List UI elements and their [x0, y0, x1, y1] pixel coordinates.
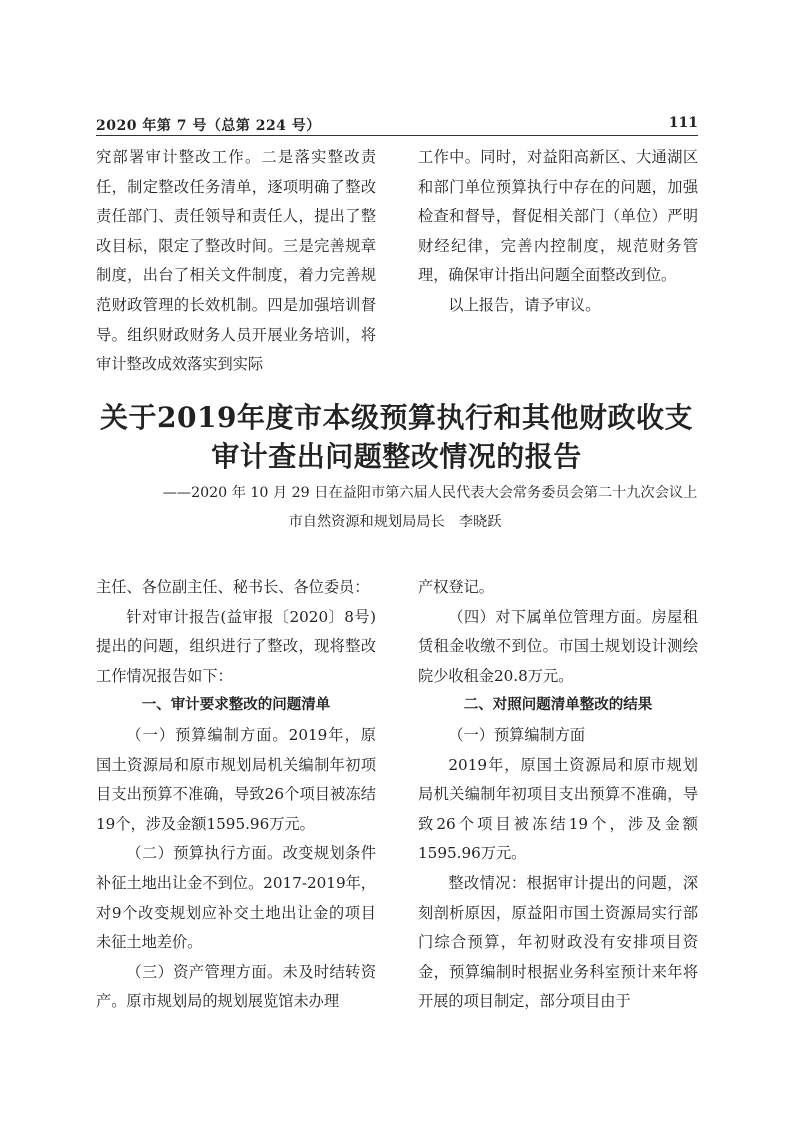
paragraph: 2019年，原国土资源局和原市规划局机关编制年初项目支出预算不准确，导致26个项目被冻结19个，涉及金额1595.96万元。	[418, 755, 698, 863]
section-heading-2: 二、对照问题清单整改的结果	[463, 697, 653, 714]
closing-line: 以上报告，请予审议。	[448, 295, 601, 314]
paragraph: 整改情况：根据审计提出的问题，深刻剖析原因，原益阳市国土资源局实行部门综合预算，年初财政没有安排项目资金，预算编制时根据业务科室预计来年将开展的项目制定，部分项目由于	[418, 873, 698, 1011]
article-subtitle: ——2020 年 10 月 29 日在益阳市第六届人民代表大会常务委员会第二十九次会议上	[162, 485, 698, 501]
subsection-heading: （一）预算编制方面	[448, 725, 586, 744]
salutation: 主任、各位副主任、秘书长、各位委员：	[96, 578, 370, 596]
page-number: 111	[668, 115, 698, 131]
title-line-1: 关于2019年度市本级预算执行和其他财政收支	[100, 401, 693, 434]
issue-number: 2020 年第 7 号（总第 224 号）	[96, 118, 321, 134]
paragraph: （一）预算编制方面。2019年，原国土资源局和原市规划局机关编制年初项目支出预算不准确，导致26个项目被冻结19个，涉及金额1595.96万元。	[96, 725, 376, 833]
running-header	[96, 113, 698, 135]
section-heading-1: 一、审计要求整改的问题清单	[141, 697, 331, 714]
paragraph: （四）对下属单位管理方面。房屋租赁租金收缴不到位。市国土规划设计测绘院少收租金20.8万元。	[418, 607, 698, 685]
top-left-column	[96, 143, 376, 380]
paragraph: 工作中。同时，对益阳高新区、大通湖区和部门单位预算执行中存在的问题，加强检查和督导，督促相关部门（单位）严明财经纪律，完善内控制度，规范财务管理，确保审计指出问题全面整改到位。	[418, 148, 698, 285]
header-rule	[96, 135, 698, 136]
article-title	[60, 398, 733, 476]
bottom-right-column	[418, 573, 698, 1017]
paragraph: 究部署审计整改工作。二是落实整改责任，制定整改任务清单，逐项明确了整改责任部门、责任领导和责任人，提出了整改目标，限定了整改时间。三是完善规章制度，出台了相关文件制度，着力完善规范财政管理的长效机制。四是加强培训督导。组织财政财务人员开展业务培训，将审计整改成效落实到实际	[96, 148, 376, 374]
intro-paragraph: 针对审计报告(益审报〔2020〕8号)提出的问题，组织进行了整改，现将整改工作情况报告如下：	[96, 607, 376, 685]
speaker-line: 市自然资源和规划局局长 李晓跃	[288, 514, 502, 530]
title-line-2: 审计查出问题整改情况的报告	[211, 440, 582, 473]
paragraph: （三）资产管理方面。未及时结转资产。原市规划局的规划展览馆未办理	[96, 962, 376, 1011]
paragraph: （二）预算执行方面。改变规划条件补征土地出让金不到位。2017-2019年，对9个改变规划应补交土地出让金的项目未征土地差价。	[96, 844, 376, 952]
paragraph: 产权登记。	[418, 578, 494, 596]
top-right-column	[418, 143, 698, 321]
bottom-left-column	[96, 573, 376, 1017]
